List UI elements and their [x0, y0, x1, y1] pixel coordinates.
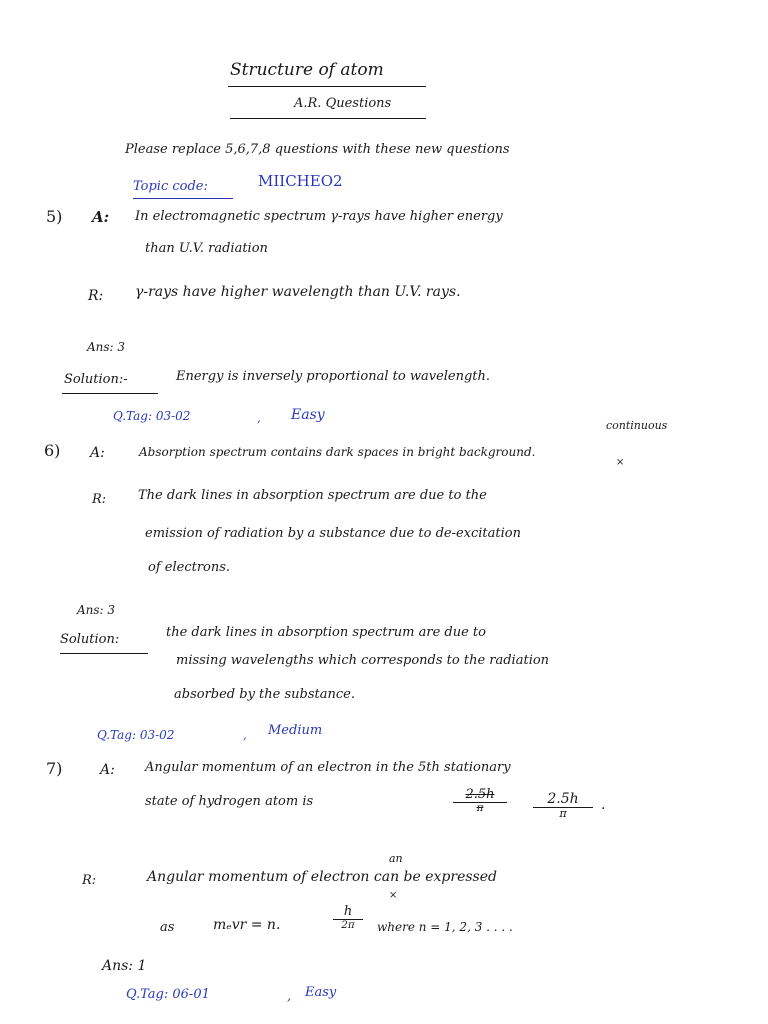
- q7-struck-denominator: π: [476, 801, 484, 814]
- q5-assertion-line1: In electromagnetic spectrum γ-rays have higher energy: [135, 209, 503, 224]
- q5-solution-label: Solution:-: [64, 372, 128, 387]
- q7-reason-fraction-denominator: 2π: [341, 918, 355, 931]
- q6-reason-label: R:: [92, 492, 107, 507]
- q6-answer: Ans: 3: [77, 603, 116, 617]
- q7-period: .: [601, 797, 606, 813]
- q7-number: 7): [46, 759, 63, 778]
- page-title: Structure of atom: [230, 60, 384, 80]
- q5-tag-separator: ,: [257, 411, 261, 425]
- q6-reason-line1: The dark lines in absorption spectrum are due to the: [138, 488, 487, 503]
- q7-struck-numerator: 2.5h: [453, 788, 507, 803]
- q5-assertion-line2: than U.V. radiation: [145, 241, 268, 256]
- q7-reason-formula: mₑvr = n.: [213, 917, 281, 933]
- q7-fraction-denominator: π: [559, 806, 567, 820]
- q7-assertion-line2: state of hydrogen atom is: [145, 794, 314, 809]
- q6-tag: Q.Tag: 03-02: [97, 728, 175, 742]
- q5-answer: Ans: 3: [87, 340, 126, 354]
- title-underline: [228, 86, 426, 87]
- q5-reason-label: R:: [88, 288, 104, 304]
- q5-number: 5): [46, 207, 63, 226]
- q7-assertion-line1: Angular momentum of an electron in the 5th stationary: [145, 760, 511, 775]
- q6-assertion-text: Absorption spectrum contains dark spaces in bright background.: [139, 445, 536, 459]
- q7-reason-line1: Angular momentum of electron can be expressed: [147, 869, 497, 885]
- q6-assertion-label: A:: [90, 445, 105, 461]
- q6-reason-line2: emission of radiation by a substance due to de-excitation: [145, 526, 521, 541]
- q6-difficulty: Medium: [268, 723, 323, 738]
- subtitle-underline: [230, 118, 426, 119]
- q5-tag: Q.Tag: 03-02: [113, 409, 191, 423]
- q5-reason-text: γ-rays have higher wavelength than U.V. rays.: [135, 284, 461, 300]
- q5-assertion-label: A:: [92, 208, 110, 226]
- q7-insert-caret: ×: [389, 890, 398, 901]
- q5-solution-text: Energy is inversely proportional to wavelength.: [176, 369, 491, 384]
- q6-solution-line1: the dark lines in absorption spectrum are due to: [166, 625, 486, 640]
- q7-reason-as: as: [160, 920, 175, 935]
- instruction-text: Please replace 5,6,7,8 questions with these new questions: [125, 142, 510, 157]
- q6-insert-caret: ×: [616, 457, 625, 468]
- q6-solution-underline: [60, 653, 148, 654]
- q7-tag-separator: ,: [287, 989, 292, 1004]
- q6-solution-line3: absorbed by the substance.: [174, 687, 355, 702]
- q7-answer: Ans: 1: [102, 958, 147, 974]
- q7-tag: Q.Tag: 06-01: [126, 987, 210, 1002]
- topic-code-value: MIICHEO2: [258, 172, 343, 190]
- q6-tag-separator: ,: [243, 728, 247, 742]
- q7-reason-fraction: [333, 905, 363, 931]
- topic-code-label: Topic code:: [133, 179, 208, 194]
- q7-insert-word: an: [389, 852, 403, 865]
- q7-assertion-label: A:: [100, 762, 115, 778]
- q7-struck-fraction: [453, 788, 507, 814]
- q7-reason-label: R:: [82, 873, 97, 888]
- q7-fraction-numerator: 2.5h: [533, 792, 593, 808]
- q7-difficulty: Easy: [305, 985, 337, 1000]
- q7-reason-fraction-numerator: h: [333, 905, 363, 920]
- q7-reason-where: where n = 1, 2, 3 . . . .: [377, 920, 513, 934]
- q6-solution-line2: missing wavelengths which corresponds to the radiation: [176, 653, 550, 668]
- q7-fraction: [533, 792, 593, 819]
- q6-reason-line3: of electrons.: [148, 560, 231, 575]
- q6-solution-label: Solution:: [60, 632, 120, 647]
- topic-code-underline: [133, 198, 233, 199]
- q6-insert-word: continuous: [606, 419, 668, 432]
- q5-solution-underline: [62, 393, 158, 394]
- q5-difficulty: Easy: [291, 407, 325, 423]
- page-subtitle: A.R. Questions: [294, 96, 392, 111]
- q6-number: 6): [44, 441, 61, 460]
